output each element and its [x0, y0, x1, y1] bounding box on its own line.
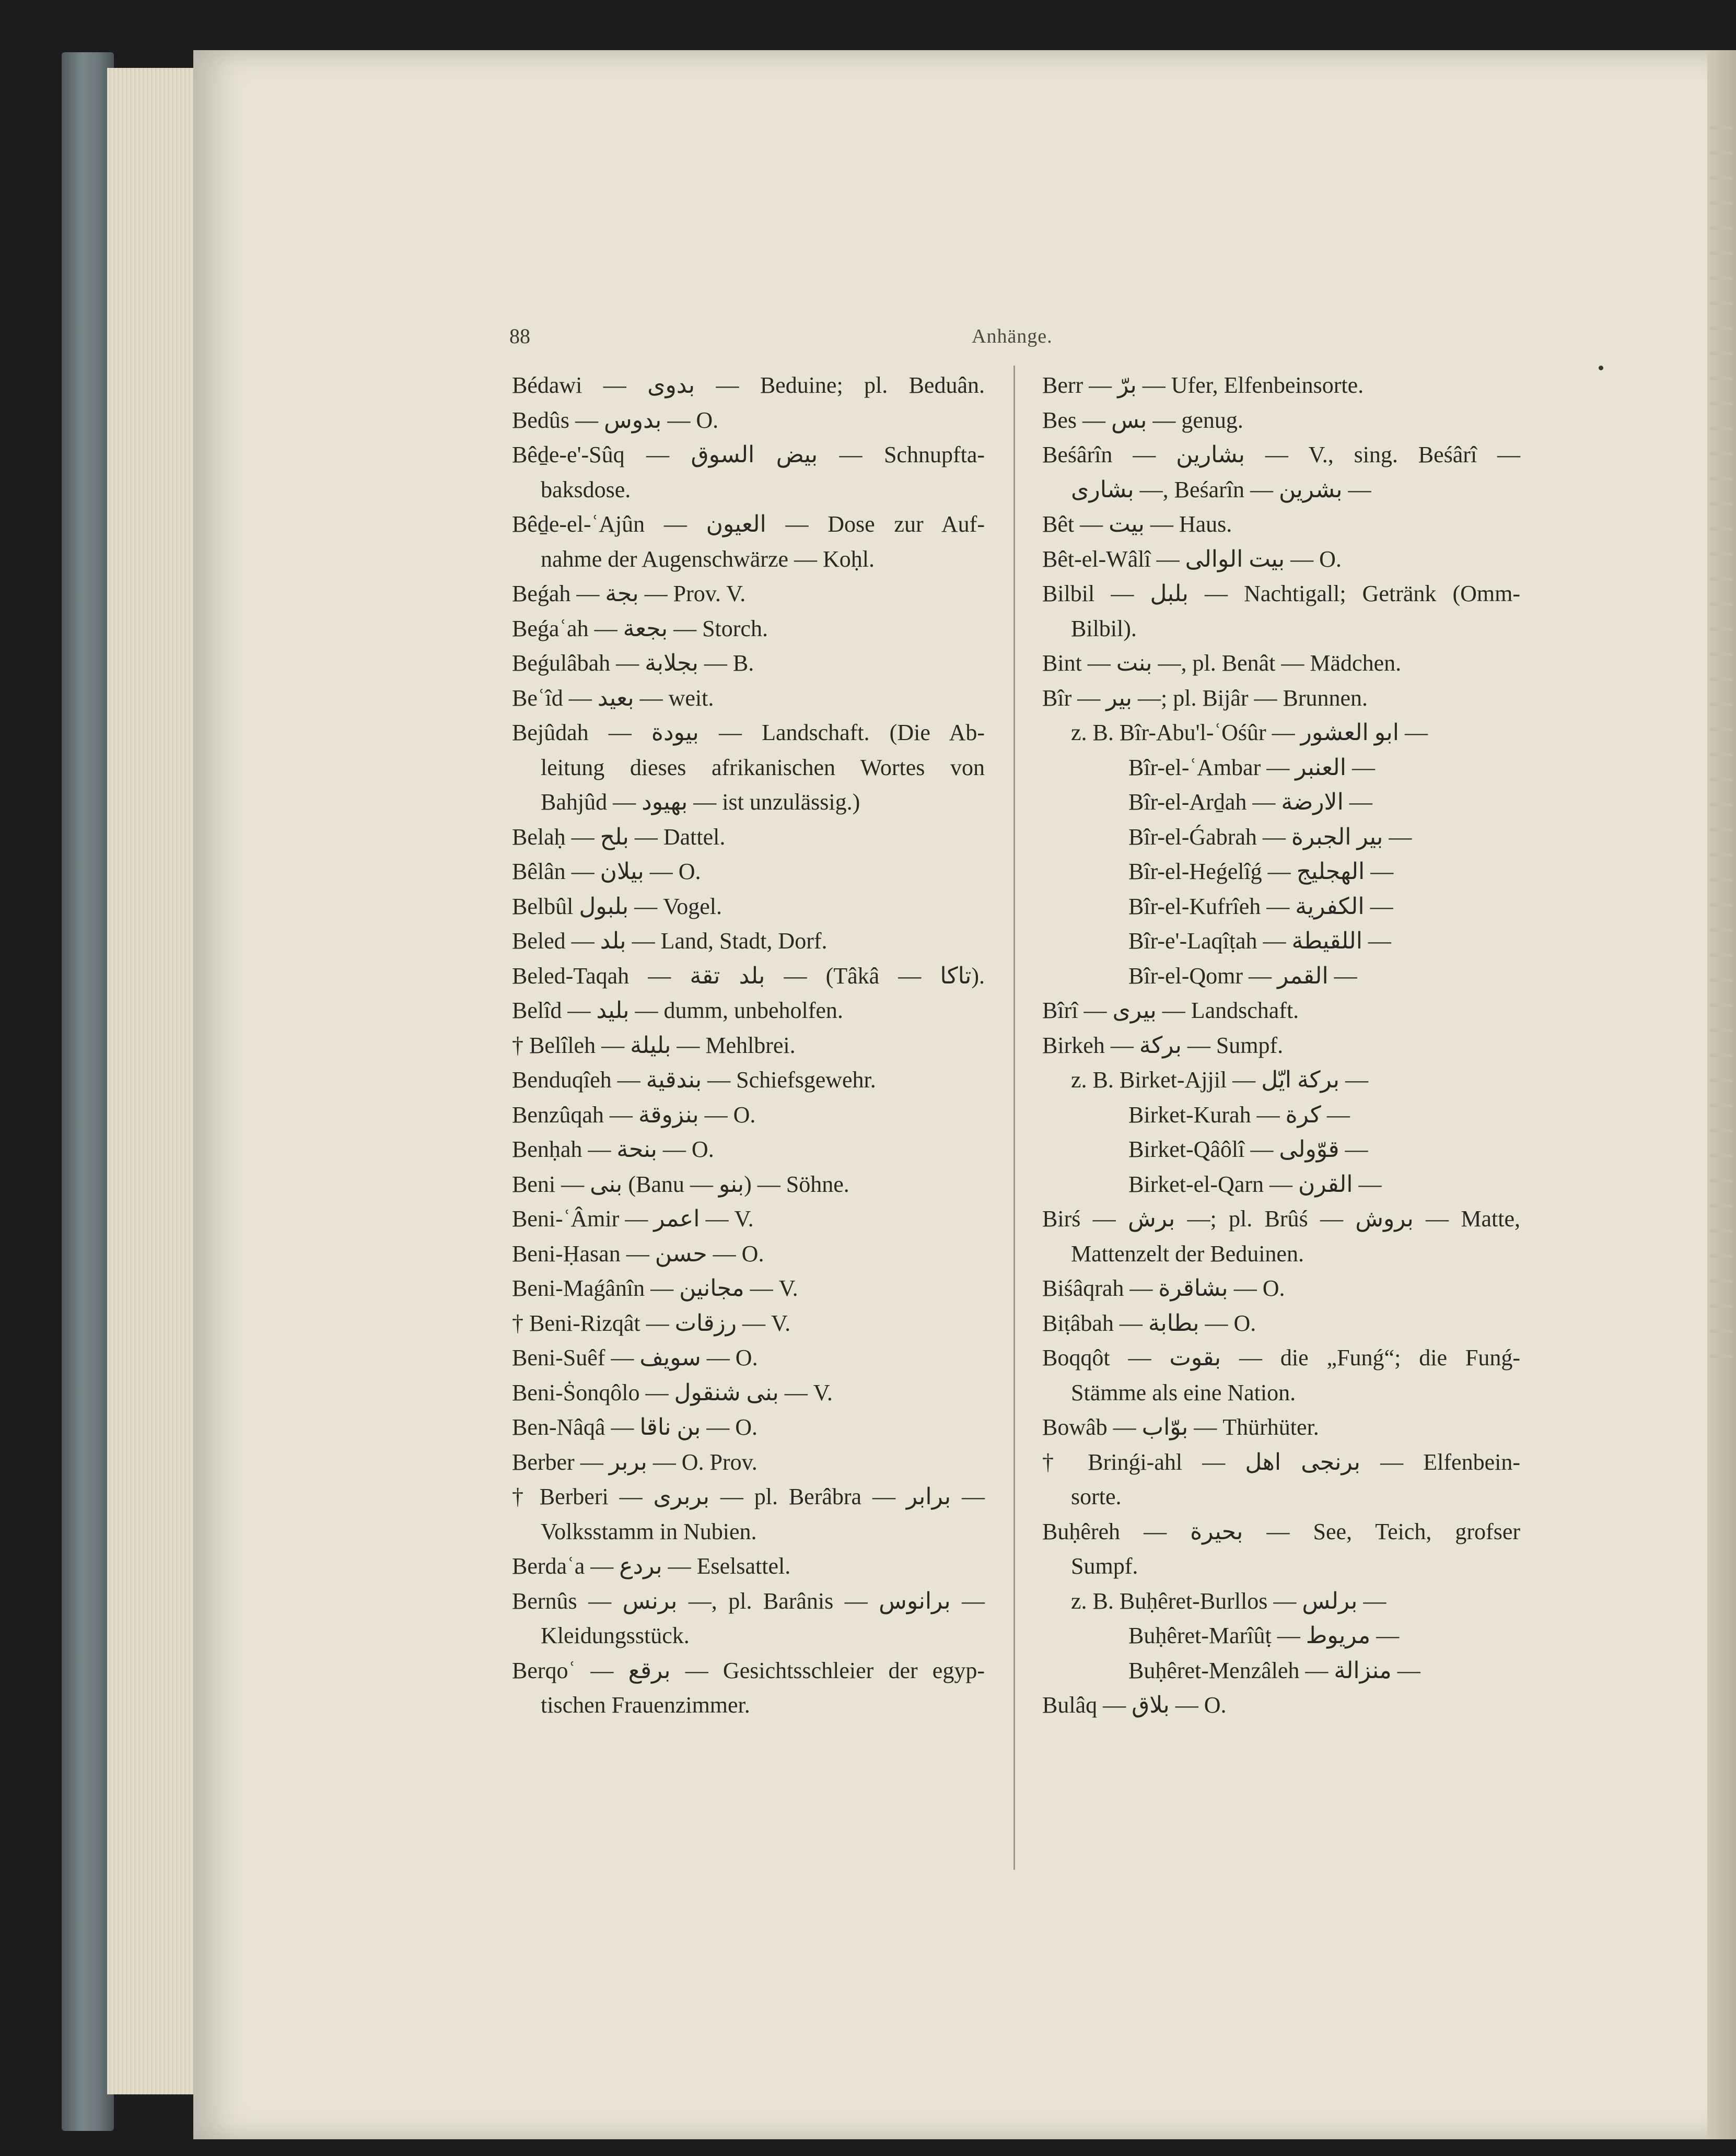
entry-line: Berqoʿ — برقع — Gesichtsschleier der egyp- [512, 1657, 985, 1683]
entry-line: † Brinǵi-ahl — برنجى اهل — Elfenbein- [1042, 1449, 1520, 1475]
entry-line: Buḥêret-Marîûṭ — مريوط — [1128, 1623, 1400, 1648]
entry-line: Birket-el-Qarn — القرن — [1128, 1171, 1382, 1197]
entry-line: Ben-Nâqâ — بن ناقا — O. [512, 1414, 758, 1440]
entry-line: Boqqôt — بقوت — die „Funǵ“; die Funǵ- [1042, 1345, 1521, 1370]
entry-line: Sumpf. [1071, 1553, 1138, 1579]
entry-line: Bêt — بيت — Haus. [1042, 511, 1232, 537]
entry-line: Berber — بربر — O. Prov. [512, 1449, 758, 1475]
entry-line: Bint — بنت —, pl. Benât — Mädchen. [1042, 650, 1402, 676]
entry-line: Buḥêreh — بحيرة — See, Teich, grofser [1042, 1518, 1520, 1544]
ink-dot [1599, 366, 1603, 370]
entry-line: Bejûdah — بيودة — Landschaft. (Die Ab- [512, 720, 985, 745]
entry-line: Bîr-el-ʿAmbar — العنبر — [1128, 754, 1375, 780]
running-title: Anhänge. [972, 325, 1053, 347]
entry-line: Bes — بس — genug. [1042, 407, 1243, 433]
entry-line: Birket-Qâôlî — قوّولى — [1128, 1136, 1368, 1162]
entry-line: Birkeh — بركة — Sumpf. [1042, 1032, 1284, 1058]
entry-line: Beʿîd — بعيد — weit. [512, 685, 714, 711]
column-divider [1013, 366, 1015, 1870]
entry-line: nahme der Augenschwärze — Koḥl. [541, 546, 875, 572]
entry-line: Biṭâbah — بطابة — O. [1042, 1310, 1256, 1336]
entry-line: † Berberi — بربرى — pl. Berâbra — برابر — [512, 1484, 985, 1509]
left-column [512, 368, 985, 1723]
entry-line: Bîr-el-Arḏah — الارضة — [1128, 789, 1372, 815]
entry-line: Beǵaʿah — بجعة — Storch. [512, 615, 768, 641]
entry-line: Beni — بنى (Banu — بنو) — Söhne. [512, 1171, 849, 1197]
entry-line: Beni-ʿÂmir — اعمر — V. [512, 1206, 754, 1232]
entry-line: Benḥah — بنحة — O. [512, 1136, 714, 1162]
entry-line: Belbûl بلبول — Vogel. [512, 893, 722, 919]
entry-line: sorte. [1071, 1484, 1122, 1509]
entry-line: Beni-Ḥasan — حسن — O. [512, 1240, 764, 1267]
entry-line: Beled-Taqah — بلد تقة — (Tâkâ — تاكا). [512, 963, 985, 989]
right-column [1042, 368, 1520, 1723]
entry-line: tischen Frauenzimmer. [541, 1692, 750, 1718]
entry-line: Bîr-el-Heǵelîǵ — الهجليج — [1128, 859, 1394, 884]
entry-line: z. B. Buḥêret-Burllos — برلس — [1071, 1588, 1387, 1614]
entry-line: Stämme als eine Nation. [1071, 1379, 1296, 1405]
book-cover-spine [62, 52, 114, 2131]
entry-line: Berdaʿa — بردع — Eselsattel. [512, 1553, 791, 1579]
entry-line: Bêḏe-e'-Sûq — بيض السوق — Schnupfta- [512, 442, 985, 467]
entry-line: leitung dieses afrikanischen Wortes von [541, 754, 985, 780]
entry-line: Beled — بلد — Land, Stadt, Dorf. [512, 928, 828, 954]
entry-line: Belîd — بليد — dumm, unbeholfen. [512, 998, 843, 1023]
entry-line: Birket-Kurah — كرة — [1128, 1102, 1350, 1128]
entry-line: Bêt-el-Wâlî — بيت الوالى — O. [1042, 546, 1342, 572]
entry-line: Bîr — بير —; pl. Bijâr — Brunnen. [1042, 685, 1368, 711]
entry-line: Bîr-el-Kufrîeh — الكفرية — [1128, 893, 1393, 919]
entry-line: baksdose. [541, 476, 631, 502]
entry-line: Biśâqrah — بشاقرة — O. [1042, 1275, 1285, 1301]
entry-line: Kleidungsstück. [541, 1623, 690, 1648]
entry-line: z. B. Bîr-Abu'l-ʿOśûr — ابو العشور — [1071, 720, 1428, 745]
entry-line: Beni-Maǵânîn — مجانين — V. [512, 1275, 798, 1301]
entry-line: Volksstamm in Nubien. [541, 1518, 757, 1544]
entry-line: Bîr-e'-Laqîṭah — اللقيطة — [1128, 928, 1391, 954]
entry-line: Bulâq — بلاق — O. [1042, 1692, 1227, 1718]
entry-line: بشارى —, Beśarîn — بشرين — [1071, 476, 1371, 502]
entry-line: Belaḥ — بلح — Dattel. [512, 824, 726, 850]
page-number: 88 [509, 324, 530, 348]
entry-line: Bilbil — بلبل — Nachtigall; Getränk (Omm- [1042, 581, 1520, 606]
entry-line: Bowâb — بوّاب — Thürhüter. [1042, 1414, 1319, 1440]
entry-line: Bîr-el-Ǵabrah — بير الجبرة — [1128, 824, 1412, 850]
entry-line: Bedûs — بدوس — O. [512, 407, 719, 433]
entry-line: Bilbil). [1071, 615, 1137, 641]
entry-line: Bêḏe-el-ʿAjûn — العيون — Dose zur Auf- [512, 511, 985, 537]
entry-line: Beǵah — بجة — Prov. V. [512, 581, 746, 606]
entry-line: Bîr-el-Qomr — القمر — [1128, 963, 1357, 989]
entry-line: Beǵulâbah — بجلابة — B. [512, 650, 754, 676]
entry-line: † Beni-Rizqât — رزقات — V. [512, 1310, 791, 1336]
entry-line: † Belîleh — بليلة — Mehlbrei. [512, 1032, 796, 1058]
entry-line: Beni-Ṡonqôlo — بنى شنقول — V. [512, 1379, 833, 1405]
entry-line: Bernûs — برنس —, pl. Barânis — برانوس — [512, 1588, 985, 1614]
entry-line: Bédawi — بدوى — Beduine; pl. Beduân. [512, 372, 985, 398]
entry-line: Bîrî — بيرى — Landschaft. [1042, 998, 1299, 1023]
entry-line: Mattenzelt der Beduinen. [1071, 1240, 1304, 1267]
entry-line: Beśârîn — بشارين — V., sing. Beśârî — [1042, 442, 1521, 467]
entry-line: Bahjûd — بهيود — ist unzulässig.) [541, 789, 860, 815]
entry-line: Buḥêret-Menzâleh — منزالة — [1128, 1657, 1420, 1683]
entry-line: Benzûqah — بنزوقة — O. [512, 1102, 756, 1128]
entry-line: Bêlân — بيلان — O. [512, 859, 701, 884]
entry-line: Berr — برّ — Ufer, Elfenbeinsorte. [1042, 372, 1364, 398]
entry-line: Beni-Suêf — سويف — O. [512, 1345, 758, 1370]
page-edges [107, 68, 206, 2094]
entry-line: z. B. Birket-Ajjil — بركة ايّل — [1071, 1067, 1369, 1093]
bleed-through-lines [1708, 104, 1734, 1985]
entry-line: Benduqîeh — بندقية — Schiefsgewehr. [512, 1067, 876, 1093]
entry-line: Birś — برش —; pl. Brûś — بروش — Matte, [1042, 1206, 1520, 1232]
